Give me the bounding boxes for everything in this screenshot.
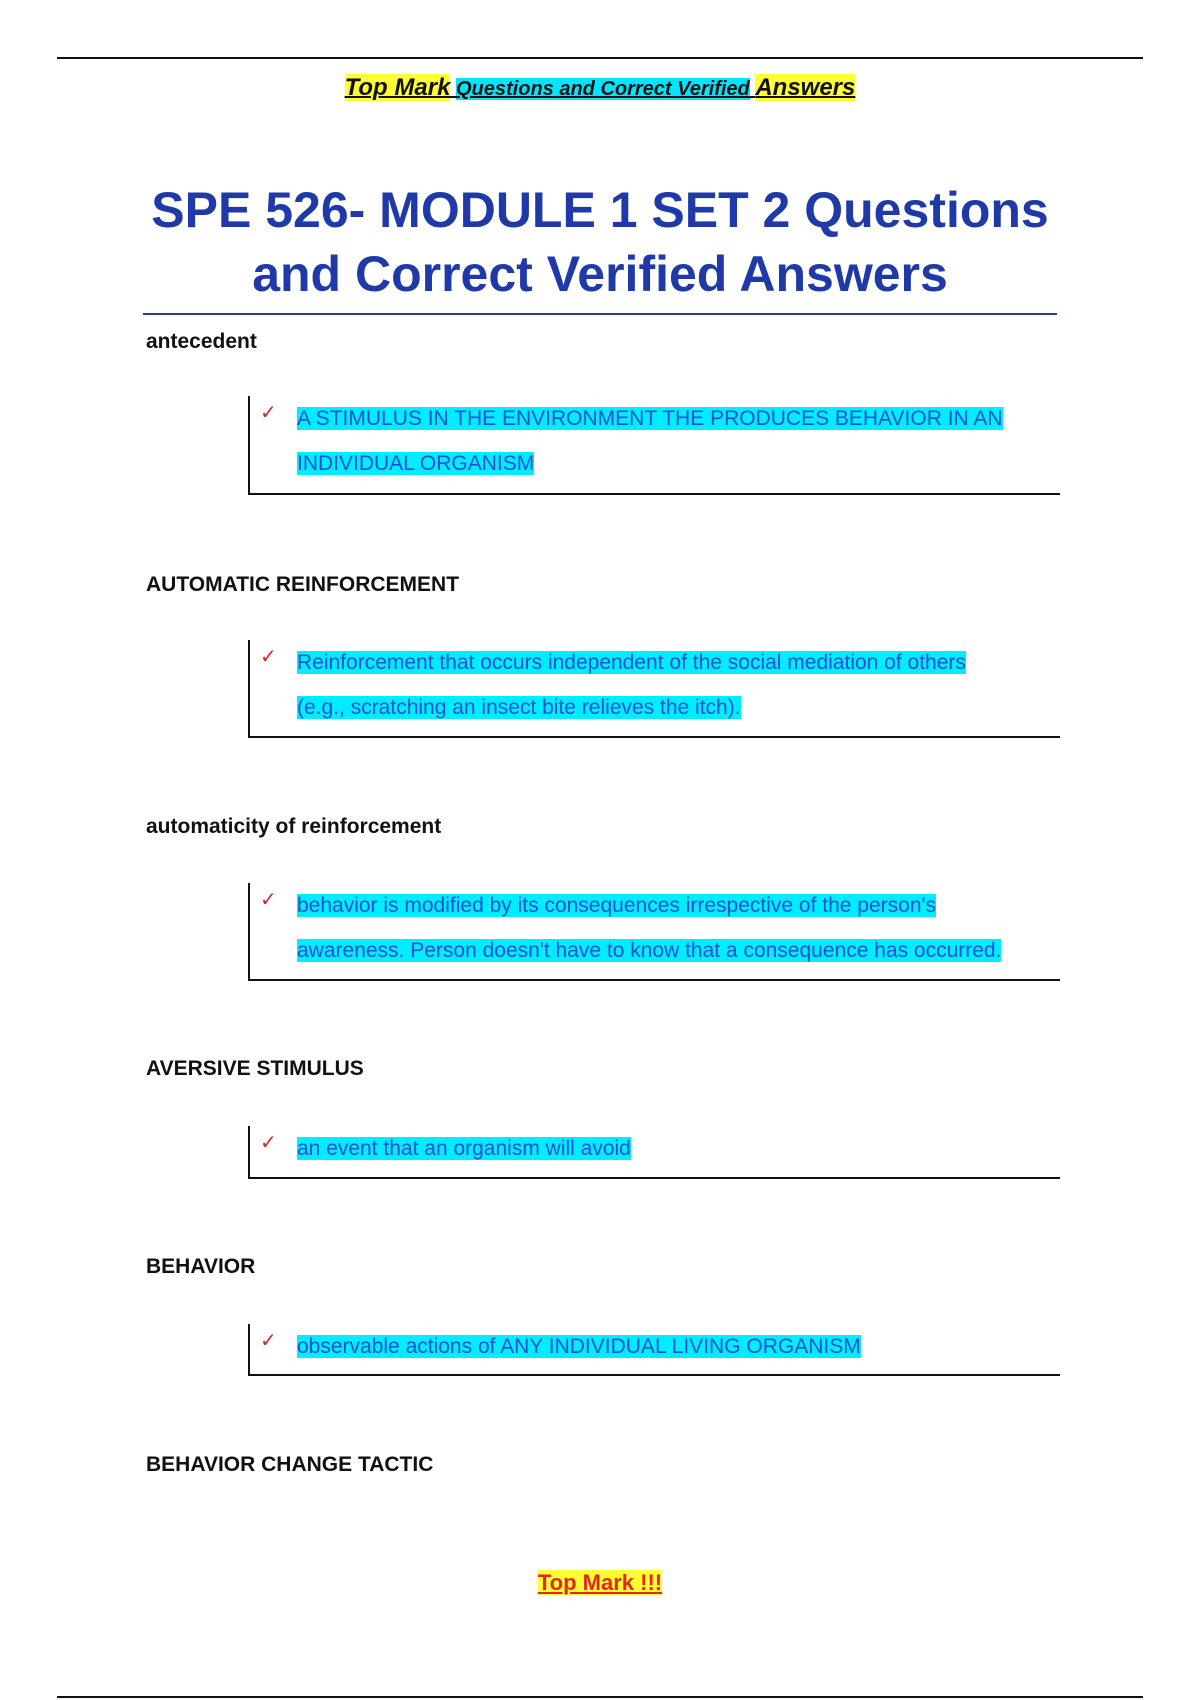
page-title (0, 178, 1200, 306)
term-behavior-change-tactic: BEHAVIOR CHANGE TACTIC (146, 1453, 434, 1476)
answer-box (248, 640, 1060, 738)
answer-text: behavior is modified by its consequences irrespective of the person's awareness. Person doesn't have to know that a consequence has occurred. (297, 894, 1002, 962)
checkmark-icon: ✓ (260, 646, 277, 668)
checkmark-icon: ✓ (260, 889, 277, 911)
checkmark-icon: ✓ (260, 1132, 277, 1154)
checkmark-icon: ✓ (260, 402, 277, 424)
term-behavior: BEHAVIOR (146, 1255, 256, 1278)
title-line-1: SPE 526- MODULE 1 SET 2 Questions (151, 182, 1049, 238)
term-automatic-reinforcement: AUTOMATIC REINFORCEMENT (146, 573, 460, 596)
title-rule (143, 313, 1057, 315)
answer-box (248, 883, 1060, 981)
answer-text: observable actions of ANY INDIVIDUAL LIVING ORGANISM (297, 1335, 861, 1358)
checkmark-icon: ✓ (260, 1330, 277, 1352)
answer-box (248, 1324, 1060, 1376)
answer-box (248, 396, 1060, 495)
answer-box (248, 1126, 1060, 1179)
header-middle: Questions and Correct Verified (455, 78, 750, 100)
answer-text: A STIMULUS IN THE ENVIRONMENT THE PRODUCES BEHAVIOR IN AN INDIVIDUAL ORGANISM (297, 407, 1003, 475)
footer-top-mark: Top Mark !!! (537, 1570, 663, 1595)
term-aversive-stimulus: AVERSIVE STIMULUS (146, 1057, 364, 1080)
term-automaticity-of-reinforcement: automaticity of reinforcement (146, 815, 442, 838)
answer-text: Reinforcement that occurs independent of the social mediation of others (e.g., scratching an insect bite relieves the itch). (297, 651, 966, 719)
bottom-rule (57, 1696, 1143, 1698)
header-banner (0, 74, 1200, 102)
header-answers: Answers (755, 74, 856, 101)
top-rule (57, 57, 1143, 59)
title-line-2: and Correct Verified Answers (252, 246, 948, 302)
header-top-mark: Top Mark (344, 74, 451, 101)
answer-text: an event that an organism will avoid (297, 1137, 631, 1160)
term-antecedent: antecedent (146, 330, 257, 353)
